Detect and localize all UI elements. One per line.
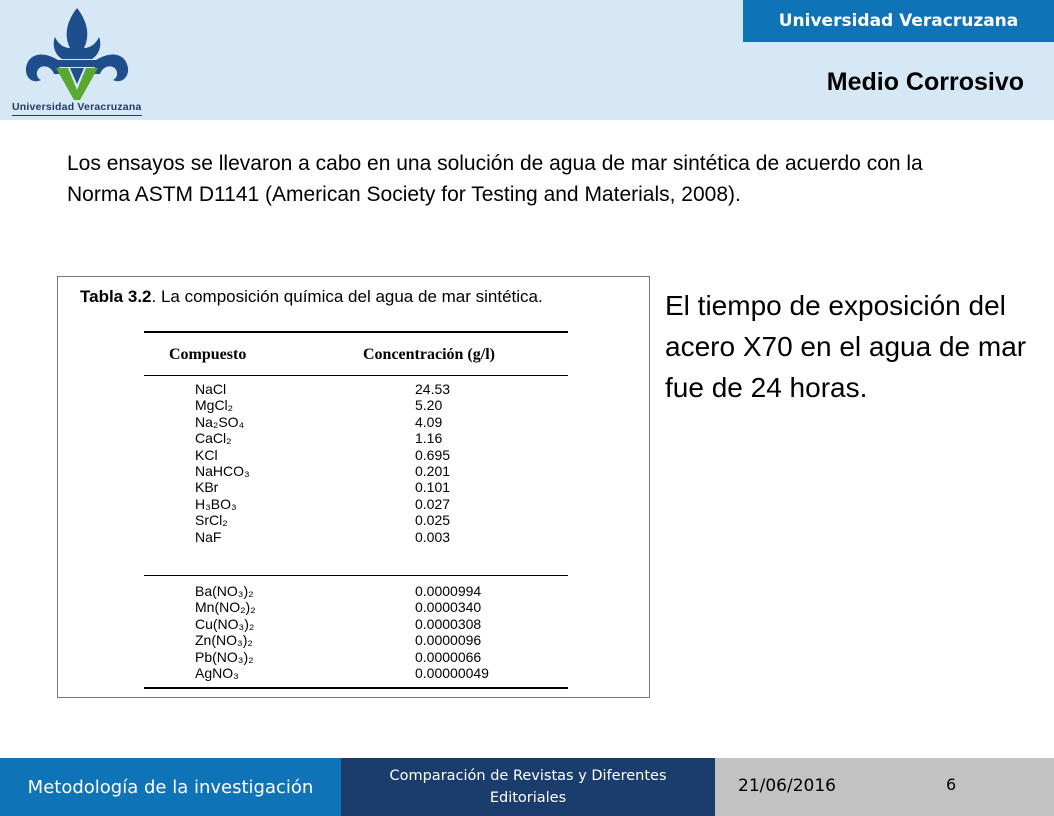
page-number: 6 [946, 775, 957, 794]
compound-cell: H₃BO₃ [195, 495, 237, 512]
compound-cell: KBr [195, 479, 219, 496]
concentration-cell: 0.0000340 [415, 599, 482, 616]
concentration-cell: 4.09 [415, 413, 443, 430]
table-row [58, 583, 649, 599]
concentration-cell: 24.53 [415, 381, 451, 397]
table-row [58, 414, 649, 430]
column-header-concentration: Concentración (g/l) [363, 346, 495, 363]
compound-cell: NaCl [195, 381, 227, 397]
intro-paragraph: Los ensayos se llevaron a cabo en una solución de agua de mar sintética de acuerdo con la Norma ASTM D1141 (American Society for Testing and Materials, 2008). [67, 152, 923, 206]
slide-title: Medio Corrosivo [826, 68, 1024, 96]
concentration-cell: 0.0000096 [415, 632, 482, 649]
concentration-cell: 0.0000066 [415, 648, 482, 665]
table-bottom-rule [144, 687, 568, 689]
column-header-compound: Compuesto [169, 346, 247, 363]
concentration-cell: 0.201 [415, 463, 451, 479]
concentration-cell: 0.025 [415, 512, 451, 529]
concentration-cell: 0.101 [415, 479, 451, 496]
concentration-cell: 0.0000308 [415, 615, 482, 632]
table-row [58, 599, 649, 615]
concentration-cell: 0.027 [415, 495, 451, 512]
concentration-cell: 1.16 [415, 430, 443, 447]
concentration-cell: 5.20 [415, 397, 443, 414]
compound-cell: Zn(NO₃)₂ [195, 632, 253, 649]
footer-topic: Comparación de Revistas y Diferentes Editoriales [341, 758, 715, 816]
compound-cell: KCl [195, 446, 218, 463]
table-row [58, 463, 649, 479]
compound-cell: NaHCO₃ [195, 463, 250, 479]
table-row [58, 616, 649, 632]
table-row [58, 381, 649, 397]
slide-header [0, 0, 1054, 120]
table-row [58, 479, 649, 495]
compound-cell: CaCl₂ [195, 430, 232, 447]
university-logo-icon [8, 4, 146, 116]
table-caption-text: . La composición química del agua de mar sintética. [151, 287, 543, 306]
concentration-cell: 0.003 [415, 528, 451, 545]
table-row [58, 529, 649, 545]
concentration-cell: 0.695 [415, 446, 451, 463]
table-group-rule [144, 575, 568, 576]
compound-cell: Na₂SO₄ [195, 413, 245, 430]
table-row [58, 447, 649, 463]
compound-cell: SrCl₂ [195, 512, 228, 529]
logo-caption: Universidad Veracruzana [12, 101, 142, 113]
compound-cell: Mn(NO₂)₂ [195, 599, 256, 616]
table-row [58, 496, 649, 512]
table-row [58, 665, 649, 681]
table-row [58, 649, 649, 665]
table-header-rule [144, 375, 568, 376]
compound-cell: Ba(NO₃)₂ [195, 583, 254, 599]
table-row [58, 512, 649, 528]
concentration-cell: 0.0000994 [415, 583, 482, 599]
table-caption-label: Tabla 3.2 [80, 287, 152, 306]
compound-cell: NaF [195, 528, 222, 545]
slide-footer [0, 758, 1054, 816]
table-caption [80, 287, 543, 307]
footer-course: Metodología de la investigación [0, 758, 341, 816]
university-badge: Universidad Veracruzana [743, 0, 1054, 42]
logo-divider [12, 115, 142, 116]
table-row [58, 430, 649, 446]
composition-table [57, 276, 650, 698]
footer-meta [715, 758, 1054, 816]
compound-cell: Cu(NO₃)₂ [195, 615, 255, 632]
exposure-callout: El tiempo de exposición del acero X70 en el agua de mar fue de 24 horas. [665, 290, 1027, 403]
table-row [58, 397, 649, 413]
compound-cell: Pb(NO₃)₂ [195, 648, 254, 665]
table-row [58, 632, 649, 648]
concentration-cell: 0.00000049 [415, 665, 489, 681]
table-top-rule [144, 331, 568, 333]
compound-cell: AgNO₃ [195, 665, 239, 681]
compound-cell: MgCl₂ [195, 397, 234, 414]
footer-date: 21/06/2016 [738, 776, 836, 796]
